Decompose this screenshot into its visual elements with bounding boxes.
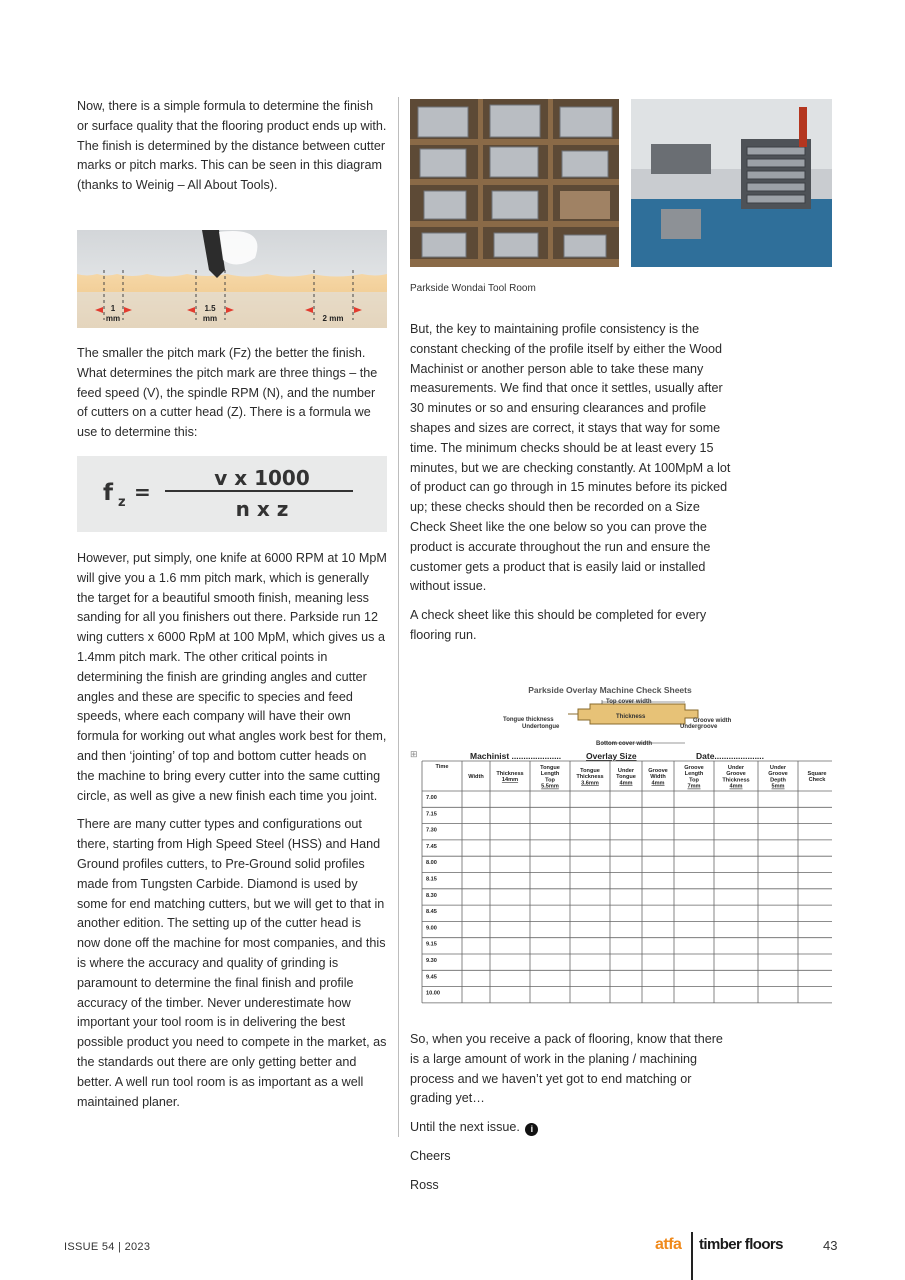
label-undertongue: Undertongue [522, 724, 560, 730]
label-tongue-thickness: Tongue thickness [503, 717, 554, 723]
sheet-header-10-0: Square [807, 771, 827, 777]
sheet-time-0: 7.00 [426, 795, 437, 801]
photo-caption: Parkside Wondai Tool Room [410, 283, 536, 294]
page-number: 43 [823, 1238, 838, 1253]
sheet-header-3-2: Top [545, 777, 555, 784]
sheet-time-4: 8.00 [426, 860, 437, 867]
sheet-header-4-1: Thickness [576, 774, 604, 781]
sheet-header-9-0: Under [769, 765, 787, 771]
right-paragraph-6: Ross [410, 1177, 439, 1192]
sheet-header-4-2: 3.6mm [581, 780, 599, 787]
pitch-label-3: 2 mm [322, 314, 344, 323]
left-paragraph-3: However, put simply, one knife at 6000 RPM at 10 MpM will give you a 1.6 mm pitch mark, which is generally the target for a beautiful smooth finish, meaning less sanding for all you finishers out there. Parkside run 12 wing cutters x 6000 RpM at 100 MpM, which gives us a 1.4mm pitch mark. The other critical points in determining the finish are grinding angles and cutter angles and these are specific to species and feed speeds, where each company will have their own formula for working out what angles work best for them, and then ‘jointing’ of top and bottom cutter heads on the machine to bring every cutter into the same cutting circle, as well as give a new finish each time you joint. [77, 551, 387, 803]
pitch-label-1-bottom: mm [105, 314, 121, 323]
profile-drawing [568, 700, 698, 743]
formula-lhs: f [103, 480, 114, 506]
sheet-header-8-0: Under [727, 765, 745, 771]
sheet-header-5-1: Tongue [616, 774, 636, 781]
info-icon: i [525, 1123, 538, 1136]
sheet-header-10-1: Check [808, 777, 826, 784]
pitch-label-2-top: 1.5 [204, 304, 216, 313]
sheet-header-4-0: Tongue [580, 768, 600, 774]
sheet-header-8-1: Groove [726, 771, 746, 778]
sheet-time-9: 9.15 [426, 941, 437, 948]
sheet-time-5: 8.15 [426, 876, 437, 883]
right-paragraph-4: Until the next issue. i [410, 1118, 735, 1138]
sheet-header-3-1: Length [540, 771, 560, 778]
sheet-time-11: 9.45 [426, 974, 437, 981]
sheet-header-7-2: Top [689, 777, 699, 784]
footer-separator [691, 1232, 693, 1280]
label-thickness: Thickness [616, 714, 646, 720]
sheet-header-3-3: 5.5mm [541, 783, 559, 790]
formula-numerator: v x 1000 [214, 466, 310, 490]
date-label: Date..................... [696, 751, 765, 761]
pitch-formula [77, 456, 387, 532]
left-paragraph-4: There are many cutter types and configurations out there, starting from High Speed Steel (HSS) and Hand Ground profiles cutters, to Pre-Ground solid profiles made from Tungsten Carbide. Diamond is used by some for end matching cutters, but we will get to that in another edition. The setting up of the cutter head is now done off the machine for most companies, and this is where the accuracy and quality of grinding is paramount to determine the final finish and profile accuracy of the timber. Never underestimate how important your tool room is in delivering the best possible product you need to compete in the market, as the standards out there are only getting better and better. A well run tool room is as important as a well maintained planer. [77, 817, 387, 1109]
left-paragraph-2: The smaller the pitch mark (Fz) the better the finish. What determines the pitch mark are three things – the feed speed (V), the spindle RPM (N), and the number of cutters on a cutter head (Z). There is a formula we use to determine this: [77, 346, 378, 440]
sheet-header-9-2: Depth [770, 777, 786, 784]
svg-text:⊞: ⊞ [410, 749, 418, 759]
timber-floors-logo: timber floors [699, 1236, 783, 1253]
right-paragraph-5: Cheers [410, 1148, 451, 1163]
right-paragraph-3: So, when you receive a pack of flooring, know that there is a large amount of work in the planing / machining process and we haven’t yet got to end matching or grading yet… [410, 1032, 723, 1106]
sheet-header-7-1: Length [684, 771, 704, 778]
left-paragraph-1: Now, there is a simple formula to determine the finish or surface quality that the flooring product ends up with. The finish is determined by the distance between cutter marks or pitch marks. This can be seen in this diagram (thanks to Weinig – All About Tools). [77, 99, 387, 193]
label-top-cover: Top cover width [606, 699, 652, 705]
sheet-header-3-0: Tongue [540, 765, 560, 771]
right-paragraph-2: A check sheet like this should be completed for every flooring run. [410, 608, 707, 642]
column-divider [398, 97, 399, 1137]
sheet-header-7-3: 7mm [687, 783, 701, 790]
label-undergroove: Undergroove [680, 724, 718, 730]
right-paragraph-1: But, the key to maintaining profile consistency is the constant checking of the profile itself by either the Wood Machinist or another person able to take these many measurements. We find that once it settles, usually after 30 minutes or so and ensuring clearances and profile shapes and sizes are correct, it stays that way for some time. The minimum checks should be at least every 15 minutes, but we are checking constantly. At 100MpM a lot of product can go through in 15 minutes before its picked up; these checks should then be recorded on a Size Check Sheet like the one below so you can prove the product is accurate throughout the run and ensure the customer gets a product that is easily laid or installed without issue. [410, 322, 731, 594]
machinist-label: Machinist ..................... [470, 751, 562, 761]
left-column-3 [77, 549, 387, 1121]
pitch-mark-diagram [77, 230, 387, 328]
overlay-size-label: Overlay Size [586, 751, 637, 761]
pitch-label-2-bottom: mm [202, 314, 218, 323]
sheet-title: Parkside Overlay Machine Check Sheets [528, 685, 692, 695]
sheet-time-12: 10.00 [426, 990, 440, 997]
left-column-2 [77, 344, 387, 452]
formula-lhs-subscript: z [118, 495, 126, 510]
tool-room-photo-shelves [410, 99, 619, 267]
sheet-header-8-3: 4mm [729, 783, 743, 790]
sheet-time-6: 8.30 [426, 892, 437, 899]
sheet-header-8-2: Thickness [722, 777, 750, 784]
tool-room-photo-cutter-head [631, 99, 832, 267]
pitch-label-1-top: 1 [110, 304, 116, 313]
left-column [77, 97, 387, 205]
sheet-time-7: 8.45 [426, 909, 437, 916]
right-column [410, 320, 735, 655]
sheet-header-9-1: Groove [768, 771, 788, 778]
sheet-time-8: 9.00 [426, 925, 437, 932]
sheet-time-1: 7.15 [426, 811, 437, 818]
sheet-header-5-0: Under [617, 768, 635, 774]
sheet-time-10: 9.30 [426, 958, 437, 964]
right-column-2 [410, 1030, 735, 1205]
sheet-time-3: 7.45 [426, 843, 437, 850]
sheet-header-1-0: Width [468, 774, 484, 780]
sheet-header-6-2: 4mm [651, 780, 665, 787]
sheet-header-6-0: Groove [648, 768, 668, 774]
sheet-header-5-2: 4mm [619, 780, 633, 787]
label-bottom-cover: Bottom cover width [596, 741, 653, 747]
check-sheet [410, 682, 832, 1004]
sheet-time-2: 7.30 [426, 827, 437, 834]
sheet-header-0-0: Time [435, 764, 449, 770]
formula-equals: = [134, 480, 151, 504]
sheet-header-2-1: 14mm [501, 777, 519, 784]
label-groove-width: Groove width [693, 718, 732, 724]
formula-denominator: n x z [235, 497, 289, 521]
sheet-header-2-0: Thickness [496, 771, 524, 777]
footer-issue: ISSUE 54 | 2023 [64, 1241, 151, 1253]
sheet-header-6-1: Width [650, 774, 666, 781]
sheet-header-9-3: 5mm [771, 783, 785, 790]
atfa-logo: atfa [655, 1236, 682, 1253]
sheet-header-7-0: Groove [684, 765, 704, 771]
